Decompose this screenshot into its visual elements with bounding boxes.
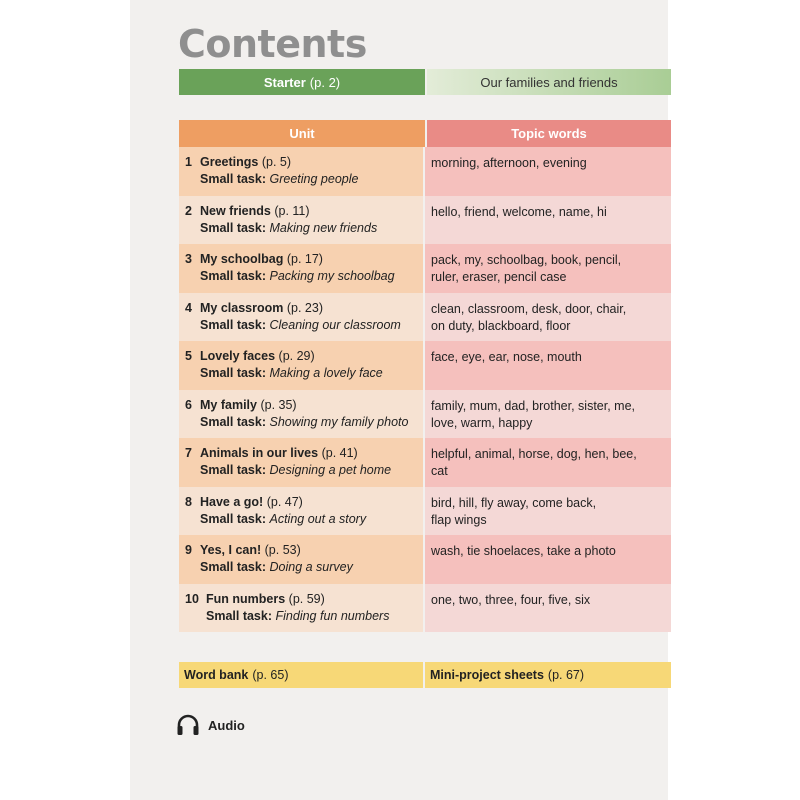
- table-row: [179, 584, 671, 633]
- topic-cell: [425, 487, 671, 536]
- unit-cell[interactable]: [179, 584, 425, 633]
- starter-row: [179, 69, 671, 95]
- unit-page: (p. 41): [321, 446, 358, 460]
- unit-line: [185, 348, 423, 365]
- topic-cell: [425, 390, 671, 439]
- headphones-icon: [176, 714, 200, 736]
- topic-line-1: morning, afternoon, evening: [431, 156, 587, 170]
- starter-cell[interactable]: [179, 69, 427, 95]
- word-bank-page: (p. 65): [252, 668, 289, 682]
- topic-cell: [425, 535, 671, 584]
- word-bank-link[interactable]: [179, 662, 425, 688]
- unit-line: [185, 397, 423, 414]
- topic-header: Topic words: [427, 120, 671, 147]
- unit-cell[interactable]: [179, 487, 425, 536]
- topic-line-2: on duty, blackboard, floor: [431, 318, 571, 333]
- table-row: [179, 438, 671, 487]
- table-row: [179, 244, 671, 293]
- unit-line: [185, 251, 423, 268]
- unit-line: [185, 203, 423, 220]
- unit-name: Fun numbers: [206, 591, 286, 606]
- small-task-label: Small task:: [200, 463, 267, 477]
- unit-number: 2: [185, 203, 192, 218]
- unit-number: 8: [185, 494, 192, 509]
- unit-name: New friends: [200, 203, 271, 218]
- table-header: [179, 120, 671, 147]
- small-task-line: [185, 171, 423, 188]
- unit-name: Have a go!: [200, 494, 264, 509]
- unit-line: [185, 542, 423, 559]
- small-task-line: [185, 462, 423, 479]
- small-task-text: Doing a survey: [269, 560, 353, 574]
- audio-label: Audio: [208, 717, 245, 733]
- small-task-label: Small task:: [206, 608, 273, 623]
- starter-label: Starter: [263, 74, 306, 90]
- small-task-text: Acting out a story: [269, 511, 367, 526]
- small-task-text: Making a lovely face: [269, 366, 383, 380]
- topic-line-1: helpful, animal, horse, dog, hen, bee,: [431, 447, 637, 461]
- unit-number: 10: [185, 591, 199, 606]
- topic-line-2: love, warm, happy: [431, 415, 533, 430]
- mini-project-link[interactable]: [425, 662, 671, 688]
- small-task-line: [185, 317, 423, 334]
- table-row: [179, 487, 671, 536]
- topic-line-1: one, two, three, four, five, six: [431, 592, 591, 607]
- audio-legend: [176, 714, 245, 736]
- unit-name: Animals in our lives: [200, 446, 319, 460]
- unit-page: (p. 5): [261, 155, 292, 169]
- topic-cell: [425, 341, 671, 390]
- unit-line: [185, 494, 423, 511]
- small-task-label: Small task:: [200, 560, 267, 574]
- small-task-label: Small task:: [200, 317, 267, 332]
- small-task-line: [185, 365, 423, 382]
- small-task-text: Greeting people: [269, 172, 359, 186]
- topic-line-1: hello, friend, welcome, name, hi: [431, 204, 607, 219]
- table-row: [179, 196, 671, 245]
- starter-page: (p. 2): [309, 74, 341, 90]
- unit-cell[interactable]: [179, 293, 425, 342]
- unit-page: (p. 11): [274, 203, 310, 218]
- small-task-line: [185, 414, 423, 431]
- small-task-text: Making new friends: [269, 220, 378, 235]
- table-row: [179, 390, 671, 439]
- unit-page: (p. 59): [288, 591, 325, 606]
- unit-name: Yes, I can!: [200, 543, 262, 557]
- topic-cell: [425, 147, 671, 196]
- unit-number: 4: [185, 300, 192, 315]
- topic-cell: [425, 438, 671, 487]
- small-task-label: Small task:: [200, 414, 267, 429]
- table-row: [179, 341, 671, 390]
- unit-cell[interactable]: [179, 390, 425, 439]
- topic-line-2: ruler, eraser, pencil case: [431, 270, 567, 284]
- unit-number: 7: [185, 446, 192, 460]
- small-task-label: Small task:: [200, 511, 267, 526]
- small-task-line: [185, 511, 423, 528]
- table-row: [179, 147, 671, 196]
- small-task-label: Small task:: [200, 269, 267, 283]
- unit-cell[interactable]: [179, 341, 425, 390]
- unit-page: (p. 35): [260, 397, 297, 412]
- small-task-text: Packing my schoolbag: [269, 269, 395, 283]
- word-bank-label: Word bank: [184, 668, 249, 682]
- table-row: [179, 535, 671, 584]
- unit-number: 9: [185, 543, 192, 557]
- table-row: [179, 293, 671, 342]
- topic-line-1: face, eye, ear, nose, mouth: [431, 350, 582, 364]
- unit-line: [185, 154, 423, 171]
- unit-cell[interactable]: [179, 196, 425, 245]
- unit-cell[interactable]: [179, 438, 425, 487]
- unit-line: [185, 591, 423, 608]
- topic-cell: [425, 293, 671, 342]
- small-task-text: Designing a pet home: [269, 463, 392, 477]
- contents-table: [179, 120, 671, 632]
- mini-project-label: Mini-project sheets: [430, 668, 544, 682]
- page-title: Contents: [178, 22, 367, 66]
- unit-line: [185, 445, 423, 462]
- starter-theme: Our families and friends: [427, 69, 671, 95]
- topic-line-1: pack, my, schoolbag, book, pencil,: [431, 253, 622, 267]
- topic-line-1: bird, hill, fly away, come back,: [431, 495, 597, 510]
- topic-cell: [425, 196, 671, 245]
- unit-number: 6: [185, 397, 192, 412]
- unit-name: My schoolbag: [200, 252, 284, 266]
- unit-page: (p. 47): [266, 494, 303, 509]
- unit-page: (p. 29): [278, 349, 315, 363]
- unit-number: 3: [185, 252, 192, 266]
- small-task-line: [185, 220, 423, 237]
- small-task-text: Finding fun numbers: [275, 608, 390, 623]
- topic-line-1: family, mum, dad, brother, sister, me,: [431, 398, 636, 413]
- unit-header: Unit: [179, 120, 427, 147]
- unit-page: (p. 53): [264, 543, 301, 557]
- small-task-label: Small task:: [200, 172, 267, 186]
- unit-page: (p. 23): [286, 300, 323, 315]
- topic-line-2: flap wings: [431, 512, 487, 527]
- small-task-line: [185, 608, 423, 625]
- unit-name: Greetings: [200, 155, 259, 169]
- unit-page: (p. 17): [286, 252, 323, 266]
- topic-line-1: clean, classroom, desk, door, chair,: [431, 301, 627, 316]
- unit-line: [185, 300, 423, 317]
- unit-cell[interactable]: [179, 535, 425, 584]
- topic-line-1: wash, tie shoelaces, take a photo: [431, 544, 616, 558]
- small-task-text: Cleaning our classroom: [269, 317, 401, 332]
- small-task-text: Showing my family photo: [269, 414, 409, 429]
- unit-cell[interactable]: [179, 147, 425, 196]
- small-task-label: Small task:: [200, 366, 267, 380]
- topic-line-2: cat: [431, 464, 448, 478]
- unit-name: My classroom: [200, 300, 284, 315]
- small-task-label: Small task:: [200, 220, 267, 235]
- mini-project-page: (p. 67): [547, 668, 585, 682]
- unit-name: My family: [200, 397, 257, 412]
- unit-name: Lovely faces: [200, 349, 276, 363]
- unit-number: 5: [185, 349, 192, 363]
- topic-cell: [425, 584, 671, 633]
- topic-cell: [425, 244, 671, 293]
- small-task-line: [185, 559, 423, 576]
- small-task-line: [185, 268, 423, 285]
- unit-number: 1: [185, 155, 192, 169]
- unit-cell[interactable]: [179, 244, 425, 293]
- footer-row: [179, 662, 671, 688]
